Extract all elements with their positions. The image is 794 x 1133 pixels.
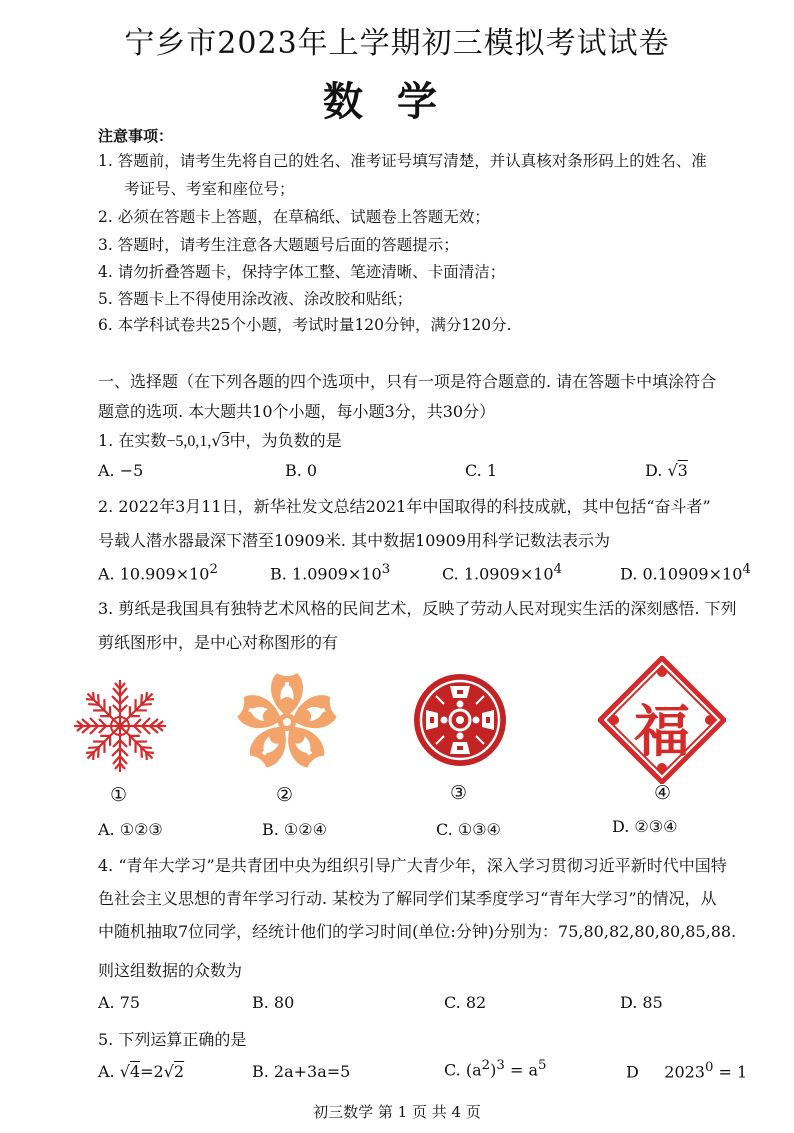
q2-option-a-exp: 2 [209, 562, 218, 577]
q2-option-b-exp: 3 [381, 562, 391, 577]
q5-option-a-label: A. [98, 1062, 115, 1081]
q5-d-base: 2023 [664, 1062, 705, 1082]
q2-option-b-label: B. [270, 564, 287, 584]
q5-option-d-label: D [626, 1062, 639, 1082]
q5-c-eq: = a [504, 1060, 538, 1080]
q1-stem-numbers: −5,0,1, [166, 433, 212, 450]
q5-option-c [444, 1058, 546, 1079]
q2-option-c-value: 1.0909×10 [463, 564, 554, 584]
q2-option-a [98, 562, 218, 583]
q4-option-d: D. 85 [620, 993, 663, 1012]
q1-stem [98, 428, 342, 451]
note-2: 2. 必须在答题卡上答题，在草稿纸、试题卷上答题无效； [98, 208, 490, 226]
q1-option-b: B. 0 [285, 461, 318, 480]
figure-2-label: ② [276, 784, 294, 806]
medallion-icon [412, 672, 508, 768]
q5-d-eq: = 1 [713, 1062, 748, 1082]
figure-2-flower [235, 670, 339, 774]
q2-option-a-label: A. [98, 564, 115, 584]
q5-a-root-right: 2 [173, 1062, 185, 1081]
q2-option-b-value: 1.0909×10 [291, 564, 382, 584]
q2-option-c-exp: 4 [553, 562, 563, 577]
q5-c-outer-exp: 3 [496, 1058, 505, 1073]
q5-option-d [626, 1060, 747, 1081]
q3-option-c: C. ①③④ [436, 820, 501, 839]
q5-option-c-label: C. [444, 1060, 461, 1080]
q1-option-d-root: 3 [677, 461, 688, 480]
notes-heading: 注意事项： [98, 127, 174, 145]
note-6: 6. 本学科试卷共25个小题，考试时量120分钟，满分120分. [98, 316, 512, 334]
section1-instructions-line1: 一、选择题（在下列各题的四个选项中，只有一项是符合题意的. 请在答题卡中填涂符合 [98, 372, 717, 391]
q5-a-root-left: 4 [129, 1062, 141, 1081]
q3-option-b: B. ①②④ [262, 820, 327, 839]
q4-stem-line4: 则这组数据的众数为 [98, 961, 243, 980]
q1-option-d-label: D. [645, 461, 663, 480]
q4-option-a: A. 75 [98, 993, 141, 1012]
subject-title: 数学 [323, 79, 471, 125]
q2-option-b [270, 562, 390, 583]
q3-option-d: D. ②③④ [612, 817, 678, 836]
q2-option-d [620, 562, 751, 583]
note-3: 3. 答题时，请考生注意各大题题号后面的答题提示； [98, 236, 459, 254]
q2-option-d-value: 0.10909×10 [642, 564, 743, 584]
exam-title: 宁乡市2023年上学期初三模拟考试试卷 [124, 26, 670, 61]
q5-a-mid: =2 [140, 1062, 164, 1081]
q2-option-a-value: 10.909×10 [119, 564, 210, 584]
figure-3-medallion [412, 672, 508, 768]
q3-stem-line2: 剪纸图形中，是中心对称图形的有 [98, 633, 339, 652]
q3-stem-line1: 3. 剪纸是我国具有独特艺术风格的民间艺术，反映了劳动人民对现实生活的深刻感悟. 下列 [98, 599, 737, 618]
q1-sqrt-icon: √ [211, 431, 222, 450]
note-1: 1. 答题前，请考生先将自己的姓名、准考证号填写清楚，并认真核对条形码上的姓名、准 [98, 152, 707, 170]
q5-option-a [98, 1062, 184, 1081]
q2-stem-line2: 号载人潜水器最深下潜至10909米. 其中数据10909用科学记数法表示为 [98, 531, 610, 550]
figure-4-fu-diamond [598, 656, 726, 784]
q4-option-b: B. 80 [252, 993, 295, 1012]
q5-c-result-exp: 5 [537, 1058, 547, 1073]
q1-option-c: C. 1 [465, 461, 498, 480]
fu-character: 福 [634, 700, 690, 765]
snowflake-icon [70, 676, 170, 776]
q1-option-d [645, 461, 688, 480]
q1-stem-suffix: 中，为负数的是 [229, 431, 342, 450]
q1-option-d-sqrt-icon: √ [667, 461, 678, 480]
page-footer: 初三数学 第 1 页 共 4 页 [313, 1103, 481, 1121]
q2-option-c-label: C. [442, 564, 459, 584]
figure-4-label: ④ [654, 782, 672, 804]
figure-1-label: ① [110, 784, 128, 806]
q4-stem-line2: 色社会主义思想的青年学习行动. 某校为了解同学们某季度学习“青年大学习”的情况，从 [98, 889, 717, 908]
section1-instructions-line2: 题意的选项. 本大题共10个小题，每小题3分，共30分） [98, 402, 496, 421]
q5-c-close: ) [490, 1060, 497, 1080]
q5-c-inner-exp: 2 [481, 1058, 491, 1073]
note-4: 4. 请勿折叠答题卡，保持字体工整、笔迹清晰、卡面清洁； [98, 263, 506, 281]
q3-option-a: A. ①②③ [98, 820, 163, 839]
q5-a-sqrt-icon-2: √ [163, 1062, 174, 1081]
note-5: 5. 答题卡上不得使用涂改液、涂改胶和贴纸； [98, 290, 413, 308]
figure-1-snowflake [70, 676, 170, 776]
q1-option-a: A. −5 [98, 461, 144, 480]
q2-option-c [442, 562, 562, 583]
note-1-continued: 考证号、考室和座位号； [124, 180, 295, 198]
q2-option-d-label: D. [620, 564, 638, 584]
q2-option-d-exp: 4 [742, 562, 751, 577]
q4-stem-line3: 中随机抽取7位同学，经统计他们的学习时间(单位:分钟)分别为：75,80,82,80,80,85,88. [98, 922, 737, 941]
q5-c-base: (a [465, 1060, 482, 1080]
q1-stem-prefix: 1. 在实数 [98, 431, 167, 450]
q5-option-b: B. 2a+3a=5 [252, 1062, 351, 1081]
q5-d-exp: 0 [704, 1060, 714, 1075]
q5-a-sqrt-icon-1: √ [119, 1062, 130, 1081]
flower-icon [235, 670, 339, 774]
q4-option-c: C. 82 [444, 993, 487, 1012]
figure-3-label: ③ [450, 782, 468, 804]
q1-stem-root: 3 [221, 433, 230, 450]
q5-stem: 5. 下列运算正确的是 [98, 1030, 247, 1049]
q2-stem-line1: 2. 2022年3月11日，新华社发文总结2021年中国取得的科技成就，其中包括“奋斗者” [98, 497, 711, 516]
q4-stem-line1: 4. “青年大学习”是共青团中央为组织引导广大青少年，深入学习贯彻习近平新时代中国特 [98, 856, 727, 875]
